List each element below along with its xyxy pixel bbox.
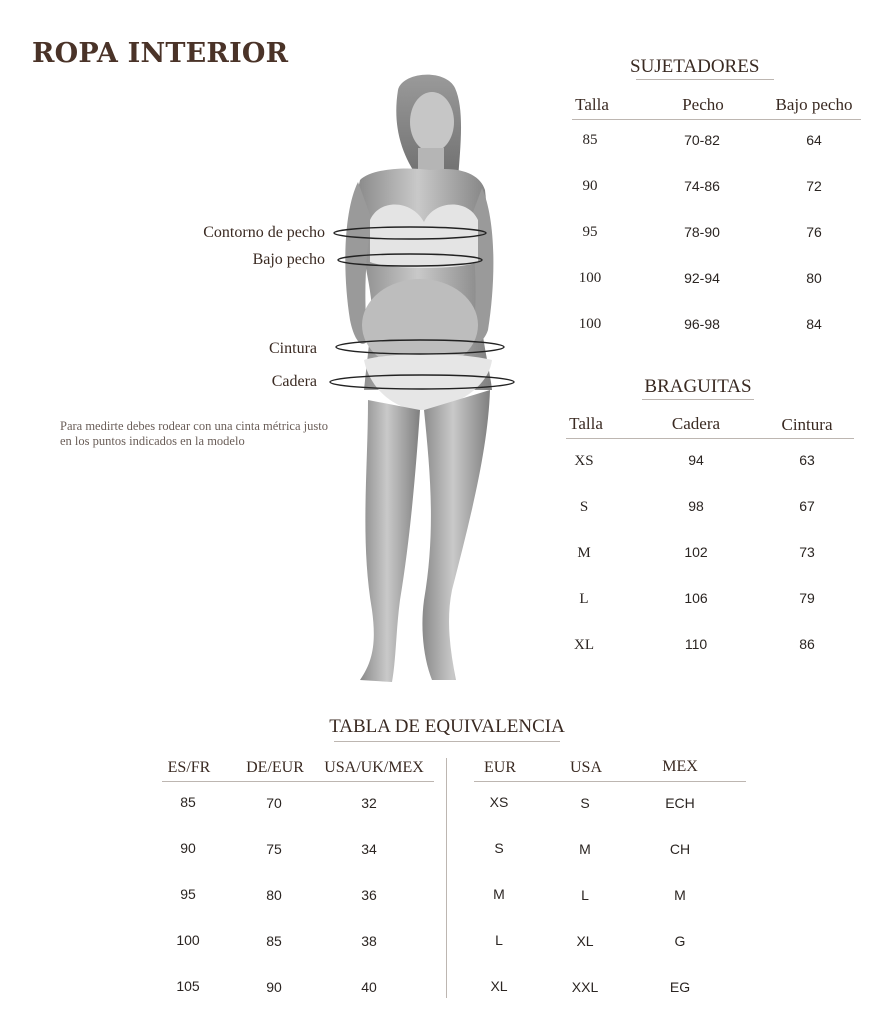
briefs-row-4-hip: 106 <box>684 590 708 606</box>
equiv-right-row-3-eur: M <box>493 886 505 902</box>
label-chest: Contorno de pecho <box>203 224 325 241</box>
bras-row-1-size: 85 <box>582 132 598 148</box>
equiv-header-esfr: ES/FR <box>167 759 211 776</box>
equiv-right-row-5-mex: EG <box>669 979 691 995</box>
equiv-right-row-5-usa: XXL <box>571 979 599 995</box>
equiv-left-row-1-deeur: 70 <box>266 795 282 811</box>
bras-row-5-underbust: 84 <box>806 316 822 332</box>
briefs-row-2-size: S <box>579 499 589 515</box>
briefs-row-5-hip: 110 <box>684 636 708 652</box>
briefs-header-hip: Cadera <box>671 414 721 433</box>
bras-header-size: Talla <box>575 95 609 114</box>
bras-row-5-size: 100 <box>578 316 602 332</box>
briefs-row-5-size: XL <box>574 637 594 653</box>
bras-row-1-underbust: 64 <box>806 132 822 148</box>
bras-title-underline <box>636 79 774 80</box>
briefs-header-waist: Cintura <box>781 415 833 434</box>
bras-row-4-size: 100 <box>578 270 602 286</box>
equiv-right-row-4-mex: G <box>674 933 686 949</box>
equiv-header-eur: EUR <box>484 759 516 776</box>
equiv-right-row-3-usa: L <box>581 887 589 903</box>
equiv-right-row-2-mex: CH <box>669 841 691 857</box>
bras-row-2-chest: 74-86 <box>684 178 720 194</box>
briefs-row-3-hip: 102 <box>684 544 708 560</box>
equiv-left-row-1-esfr: 85 <box>180 794 196 810</box>
bras-row-3-size: 95 <box>582 224 598 240</box>
equiv-left-row-5-usaukmex: 40 <box>361 979 377 995</box>
bras-row-4-chest: 92-94 <box>684 270 720 286</box>
bras-row-3-chest: 78-90 <box>684 224 720 240</box>
equivalence-table-title: TABLA DE EQUIVALENCIA <box>329 716 565 737</box>
equiv-right-row-1-eur: XS <box>489 794 509 810</box>
equiv-header-usa: USA <box>569 759 602 776</box>
equiv-left-header-line <box>162 781 434 782</box>
briefs-row-4-size: L <box>579 591 589 607</box>
equiv-right-row-1-mex: ECH <box>665 795 695 811</box>
bras-row-2-size: 90 <box>582 178 598 194</box>
briefs-row-2-hip: 98 <box>688 498 704 514</box>
bras-row-2-underbust: 72 <box>806 178 822 194</box>
equivalence-title-underline <box>334 741 560 742</box>
briefs-row-2-waist: 67 <box>799 498 815 514</box>
equiv-left-row-4-usaukmex: 38 <box>361 933 377 949</box>
equiv-left-row-5-deeur: 90 <box>266 979 282 995</box>
model-silhouette-image <box>320 70 530 690</box>
equiv-right-row-5-eur: XL <box>490 978 508 994</box>
model-figure <box>320 70 530 690</box>
briefs-header-size: Talla <box>569 414 603 433</box>
equiv-left-row-3-deeur: 80 <box>266 887 282 903</box>
equiv-vertical-divider <box>446 758 447 998</box>
briefs-row-1-size: XS <box>574 453 594 469</box>
equiv-header-mex: MEX <box>662 758 698 775</box>
bras-row-5-chest: 96-98 <box>684 316 720 332</box>
briefs-row-1-waist: 63 <box>799 452 815 468</box>
equiv-header-usaukmex: USA/UK/MEX <box>324 759 424 776</box>
equiv-left-row-4-esfr: 100 <box>176 932 200 948</box>
equiv-left-row-3-esfr: 95 <box>180 886 196 902</box>
briefs-row-3-size: M <box>577 545 591 561</box>
bras-header-underbust: Bajo pecho <box>775 95 853 114</box>
bras-table-title: SUJETADORES <box>630 56 760 77</box>
equiv-left-row-4-deeur: 85 <box>266 933 282 949</box>
briefs-row-5-waist: 86 <box>799 636 815 652</box>
equiv-left-row-2-usaukmex: 34 <box>361 841 377 857</box>
equiv-right-row-4-eur: L <box>495 932 503 948</box>
briefs-title-underline <box>642 399 754 400</box>
bras-row-1-chest: 70-82 <box>684 132 720 148</box>
equiv-left-row-2-deeur: 75 <box>266 841 282 857</box>
equiv-left-row-3-usaukmex: 36 <box>361 887 377 903</box>
equiv-header-deeur: DE/EUR <box>246 759 304 776</box>
briefs-row-1-hip: 94 <box>688 452 704 468</box>
label-underbust: Bajo pecho <box>252 251 325 268</box>
equiv-right-row-2-eur: S <box>494 840 504 856</box>
bras-header-line <box>572 119 861 120</box>
equiv-right-header-line <box>474 781 746 782</box>
bras-row-4-underbust: 80 <box>806 270 822 286</box>
equiv-left-row-1-usaukmex: 32 <box>361 795 377 811</box>
page-title: ROPA INTERIOR <box>32 38 289 69</box>
label-waist: Cintura <box>269 340 317 357</box>
bras-header-chest: Pecho <box>682 95 724 114</box>
briefs-table-title: BRAGUITAS <box>644 376 752 397</box>
equiv-left-row-2-esfr: 90 <box>180 840 196 856</box>
briefs-header-line <box>566 438 854 439</box>
briefs-row-4-waist: 79 <box>799 590 815 606</box>
equiv-right-row-1-usa: S <box>580 795 590 811</box>
equiv-right-row-3-mex: M <box>674 887 686 903</box>
equiv-left-row-5-esfr: 105 <box>176 978 200 994</box>
bras-row-3-underbust: 76 <box>806 224 822 240</box>
equiv-right-row-2-usa: M <box>579 841 591 857</box>
briefs-row-3-waist: 73 <box>799 544 815 560</box>
label-hip: Cadera <box>271 373 317 390</box>
measuring-instructions: Para medirte debes rodear con una cinta métrica justo en los puntos indicados en la modelo <box>60 419 328 448</box>
equiv-right-row-4-usa: XL <box>576 933 594 949</box>
